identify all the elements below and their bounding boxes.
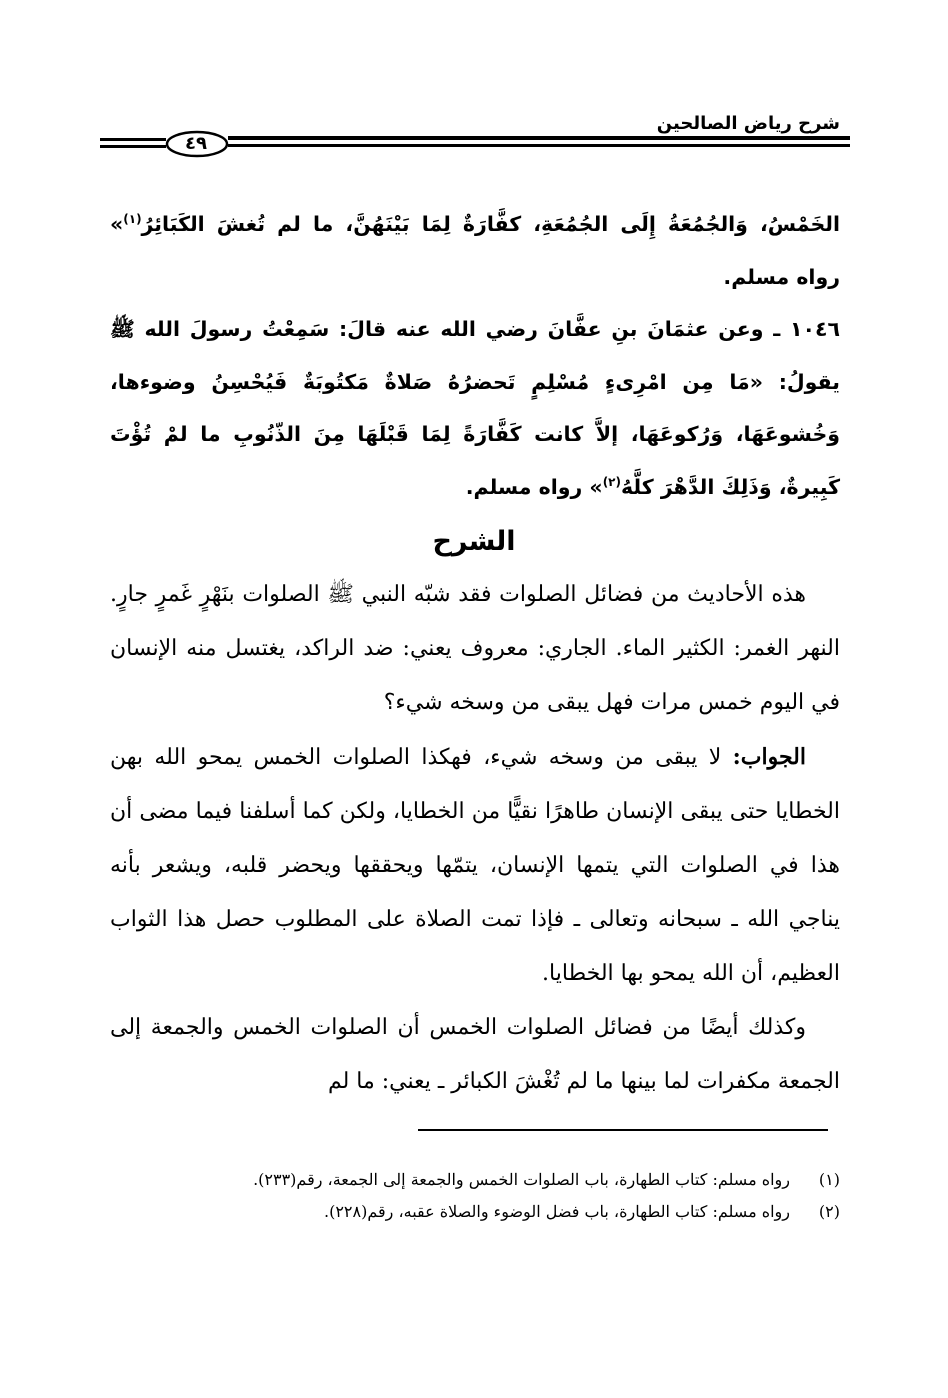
commentary-paragraph-1: [110, 568, 840, 730]
commentary-paragraph-2: [110, 730, 840, 1001]
footnote-1-number: (١): [818, 1170, 840, 1189]
footnote-divider: [418, 1129, 828, 1131]
hadith-2-text: ١٠٤٦ ـ وعن عثمَانَ بنِ عفَّانَ رضي الله عنه قالَ: سَمِعْتُ رسولَ الله ﷺ يقولُ: «مَا مِن امْرِىءٍ مُسْلِمٍ تَحضرُهُ صَلاةٌ مَكتُوبَةٌ فَيُحْسِنُ وضوءها، وَخُشوعَهَا، وَرُكوعَهَا، إلاَّ كانت كَفَّارَةً لِمَا قَبْلَهَا مِنَ الذّنُوبِ ما لمْ تُؤْتَ كَبِيرةٌ، وَذَلِكَ الدَّهْرَ كلَّهُ: [110, 317, 840, 499]
hadith-1-text: الخَمْسُ، وَالجُمُعَةُ إِلَى الجُمُعَةِ، كفَّارَةٌ لِمَا بَيْنَهُنَّ، ما لم تُغشَ الكَبَائِرُ: [141, 212, 840, 236]
hadith-1-citation: » رواه مسلم.: [110, 212, 840, 289]
section-heading: الشرح: [432, 526, 516, 557]
footnote-2-number: (٢): [818, 1202, 840, 1221]
answer-label: الجواب:: [732, 744, 806, 770]
hadith-paragraph-1: [110, 198, 840, 303]
footnote-marker-2: (٢): [602, 474, 621, 489]
hadith-text: [110, 198, 840, 513]
footnote-1-text: رواه مسلم: كتاب الطهارة، باب الصلوات الخمس والجمعة إلى الجمعة، رقم(٢٣٣).: [253, 1170, 790, 1189]
commentary-2-text: لا يبقى من وسخه شيء، فهكذا الصلوات الخمس يمحو الله بهن الخطايا حتى يبقى الإنسان طاهرًا نقيًّا من الخطايا، ولكن كما أسلفنا فيما مضى أن هذا في الصلوات التي يتمها الإنسان، يتمّها ويحققها ويحضر قلبه، ويشعر بأنه يناجي الله ـ سبحانه وتعالى ـ فإذا تمت الصلاة على المطلوب حصل هذا الثواب العظيم، أن الله يمحو بها الخطايا.: [110, 745, 841, 986]
hadith-paragraph-2: [110, 303, 840, 513]
footnotes: [110, 1164, 840, 1228]
commentary-1-text: هذه الأحاديث من فضائل الصلوات فقد شبّه النبي ﷺ الصلوات بنَهْرٍ غَمرٍ جارٍ. النهر الغمر: الكثير الماء. الجاري: معروف يعني: ضد الراكد، يغتسل منه الإنسان في اليوم خمس مرات فهل يبقى من وسخه شيء؟: [110, 582, 840, 715]
commentary-text: [110, 568, 840, 1109]
hadith-2-citation: » رواه مسلم.: [465, 474, 603, 499]
commentary-paragraph-3: [110, 1001, 840, 1109]
footnote-marker-1: (١): [123, 212, 142, 227]
footnote-2: [110, 1196, 840, 1228]
commentary-3-text: وكذلك أيضًا من فضائل الصلوات الخمس أن الصلوات الخمس والجمعة إلى الجمعة مكفرات لما بينها ما لم تُغْشَ الكبائر ـ يعني: ما لم: [110, 1015, 840, 1094]
book-title: شرح رياض الصالحين: [656, 113, 840, 134]
footnote-2-text: رواه مسلم: كتاب الطهارة، باب فضل الوضوء والصلاة عقبه، رقم(٢٢٨).: [323, 1202, 790, 1221]
footnote-1: [110, 1164, 840, 1196]
page-number: ٤٩: [185, 133, 207, 154]
